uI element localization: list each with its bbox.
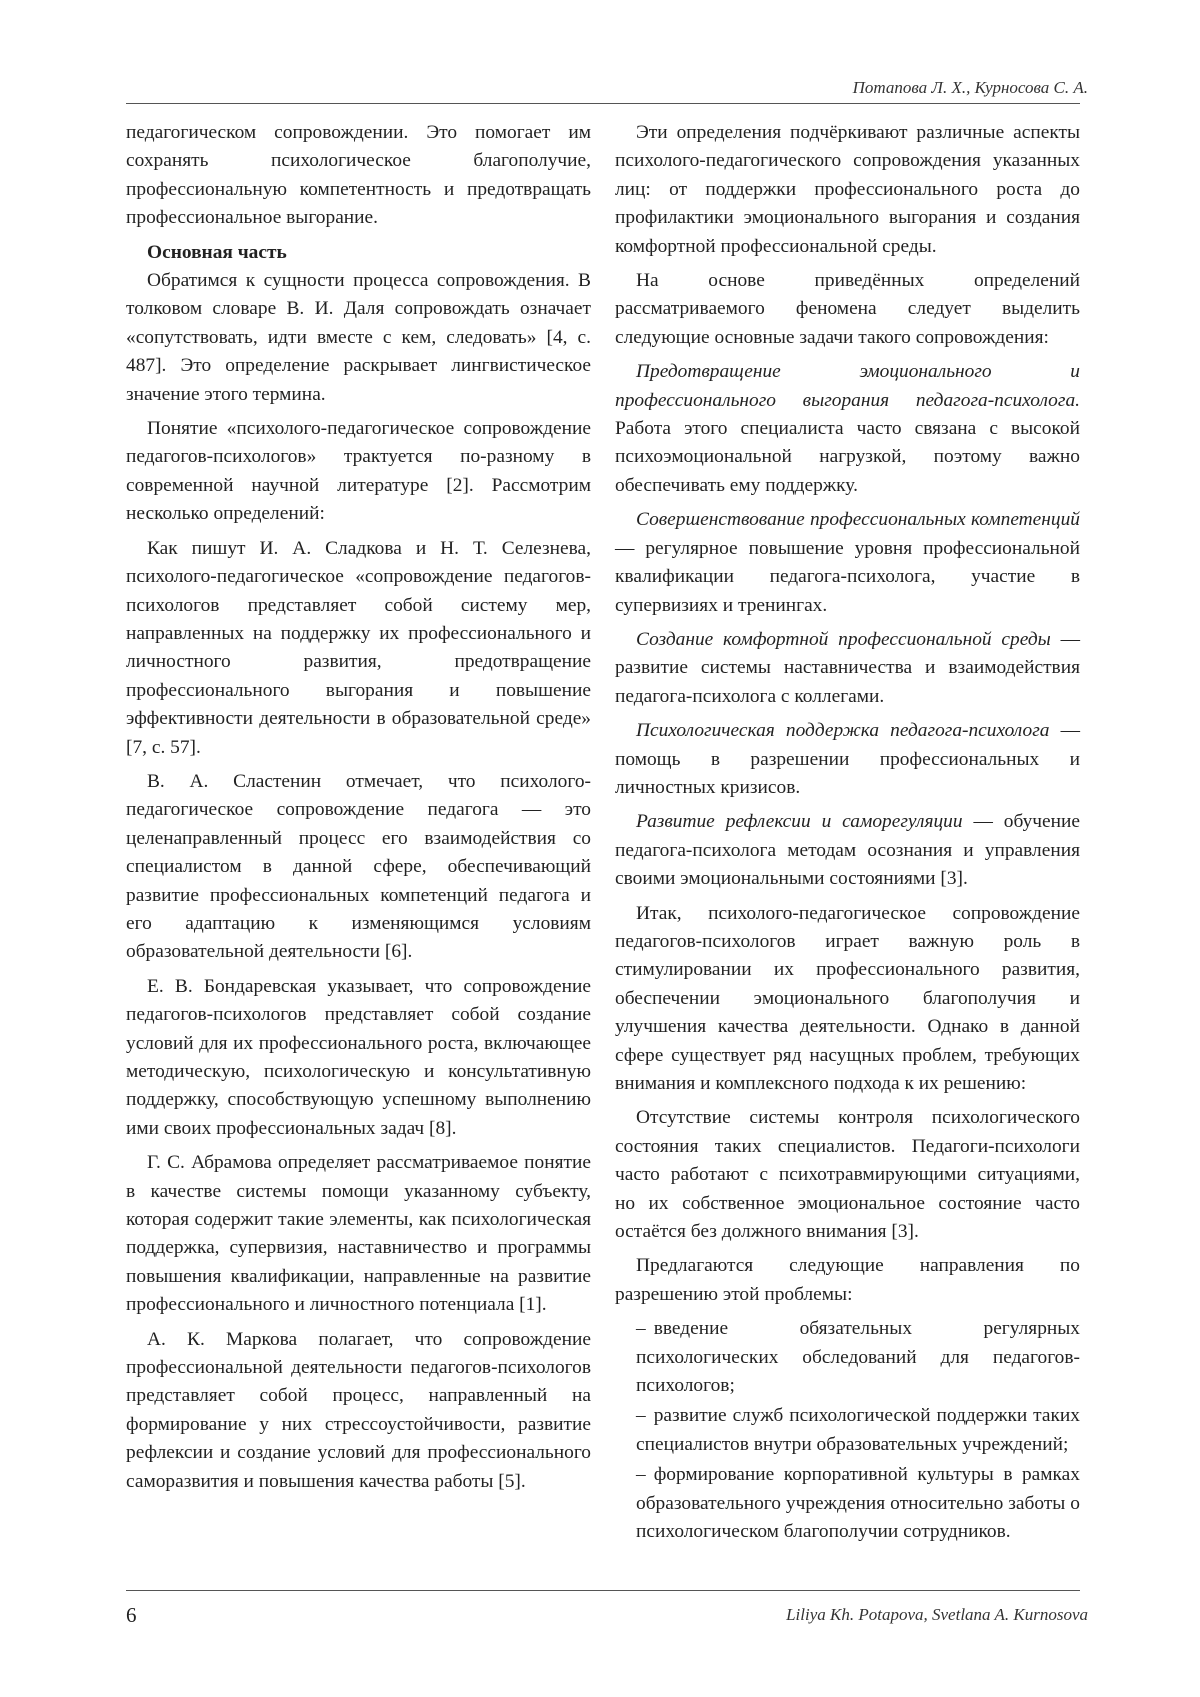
task-description: Работа этого специалиста часто связана с высокой психоэмоциональной нагрузкой, поэтому важно обеспечивать ему поддержку. bbox=[615, 418, 1080, 496]
paragraph: Г. С. Абрамова определяет рассматриваемое понятие в качестве системы помощи указанному субъекту, которая содержит такие элементы, как психологическая поддержка, супервизия, наставничество и программы повышения квалификации, направленные на развитие профессионального и личностного потенциала [1]. bbox=[126, 1152, 591, 1316]
list-item-text: формирование корпоративной культуры в рамках образовательного учреждения относительно заботы о психологическом благополучии сотрудников. bbox=[636, 1464, 1080, 1543]
task-description: — регулярное повышение уровня профессиональной квалификации педагога-психолога, участие в супервизиях и тренингах. bbox=[615, 537, 1080, 616]
left-column bbox=[126, 119, 591, 1502]
list-item-text: развитие служб психологической поддержки таких специалистов внутри образовательных учреждений; bbox=[636, 1405, 1080, 1455]
task-paragraph bbox=[615, 506, 1080, 620]
paragraph: В. А. Сластенин отмечает, что психолого-педагогическое сопровождение педагога — это целенаправленный процесс его взаимодействия со специалистом в данной сфере, обеспечивающий развитие профессиональных компетенций педагога и его адаптацию к изменяющимся условиям образовательной деятельности [6]. bbox=[126, 770, 591, 963]
list-marker: – bbox=[636, 1318, 646, 1340]
right-column bbox=[615, 119, 1080, 1549]
list-item bbox=[615, 1461, 1080, 1546]
task-description: — развитие системы наставничества и взаимодействия педагога-психолога с коллегами. bbox=[615, 628, 1080, 707]
task-title: Создание комфортной профессиональной среды bbox=[636, 628, 1051, 650]
task-description: — обучение педагога-психолога методам осознания и управления своими эмоциональными состояниями [3]. bbox=[615, 811, 1081, 890]
paragraph: На основе приведённых определений рассматриваемого феномена следует выделить следующие основные задачи такого сопровождения: bbox=[615, 270, 1080, 348]
task-title: Психологическая поддержка педагога-психолога bbox=[636, 720, 1050, 742]
paragraph: Отсутствие системы контроля психологического состояния таких специалистов. Педагоги-психологи часто работают с психотравмирующими ситуациями, но их собственное эмоциональное состояние часто остаётся без должного внимания [3]. bbox=[615, 1107, 1080, 1243]
paragraph: Обратимся к сущности процесса сопровождения. В толковом словаре В. И. Даля сопровождать означает «сопутствовать, идти вместе с кем, следовать» [4, с. 487]. Это определение раскрывает лингвистическое значение этого термина. bbox=[126, 270, 591, 405]
paragraph: Эти определения подчёркивают различные аспекты психолого-педагогического сопровождения указанных лиц: от поддержки профессионального роста до профилактики эмоционального выгорания и создания комфортной профессиональной среды. bbox=[615, 122, 1080, 257]
paragraph: Е. В. Бондаревская указывает, что сопровождение педагогов-психологов представляет собой создание условий для их профессионального роста, включающее методическую, психологическую и консультативную поддержку, способствующую успешному выполнению ими своих профессиональных задач [8]. bbox=[126, 975, 591, 1139]
task-paragraph bbox=[615, 717, 1080, 802]
list-marker: – bbox=[636, 1405, 646, 1427]
paragraph: Итак, психолого-педагогическое сопровождение педагогов-психологов играет важную роль в стимулировании их профессионального развития, обеспечении эмоционального благополучия и улучшения качества деятельности. Однако в данной сфере существует ряд насущных проблем, требующих внимания и комплексного подхода к их решению: bbox=[615, 902, 1080, 1094]
page-number: 6 bbox=[126, 1603, 137, 1627]
running-footer-authors: Liliya Kh. Potapova, Svetlana A. Kurnosova bbox=[786, 1605, 1088, 1624]
footer-rule bbox=[126, 1590, 1080, 1591]
list-item bbox=[615, 1402, 1080, 1459]
list-marker: – bbox=[636, 1464, 646, 1486]
section-heading: Основная часть bbox=[147, 241, 287, 263]
task-title: Предотвращение эмоционального и профессионального выгорания педагога-психолога. bbox=[615, 361, 1080, 411]
running-header-authors: Потапова Л. Х., Курносова С. А. bbox=[852, 78, 1088, 97]
task-paragraph bbox=[615, 358, 1080, 500]
task-paragraph bbox=[615, 808, 1080, 893]
paragraph: А. К. Маркова полагает, что сопровождение профессиональной деятельности педагогов-психологов представляет собой процесс, направленный на формирование у них стрессоустойчивости, развитие рефлексии и создание условий для профессионального саморазвития и повышения качества работы [5]. bbox=[126, 1328, 591, 1492]
task-title: Совершенствование профессиональных компетенций bbox=[636, 509, 1080, 531]
paragraph-continued: педагогическом сопровождении. Это помогает им сохранять психологическое благополучие, профессиональную компетентность и предотвращать профессиональное выгорание. bbox=[126, 122, 591, 229]
list-item-text: введение обязательных регулярных психологических обследований для педагогов-психологов; bbox=[636, 1318, 1080, 1397]
list-item bbox=[615, 1315, 1080, 1400]
task-title: Развитие рефлексии и саморегуляции bbox=[636, 811, 963, 833]
paragraph: Понятие «психолого-педагогическое сопровождение педагогов-психологов» трактуется по-разному в современной научной литературе [2]. Рассмотрим несколько определений: bbox=[126, 418, 591, 525]
task-paragraph bbox=[615, 626, 1080, 711]
paragraph: Как пишут И. А. Сладкова и Н. Т. Селезнева, психолого-педагогическое «сопровождение педагогов-психологов представляет собой систему мер, направленных на поддержку их профессионального и личностного развития, предотвращение профессионального выгорания и повышение эффективности деятельности в образовательной среде» [7, с. 57]. bbox=[126, 537, 591, 758]
task-description: — помощь в разрешении профессиональных и личностных кризисов. bbox=[615, 720, 1080, 798]
header-rule bbox=[126, 103, 1080, 104]
paragraph: Предлагаются следующие направления по разрешению этой проблемы: bbox=[615, 1255, 1080, 1305]
